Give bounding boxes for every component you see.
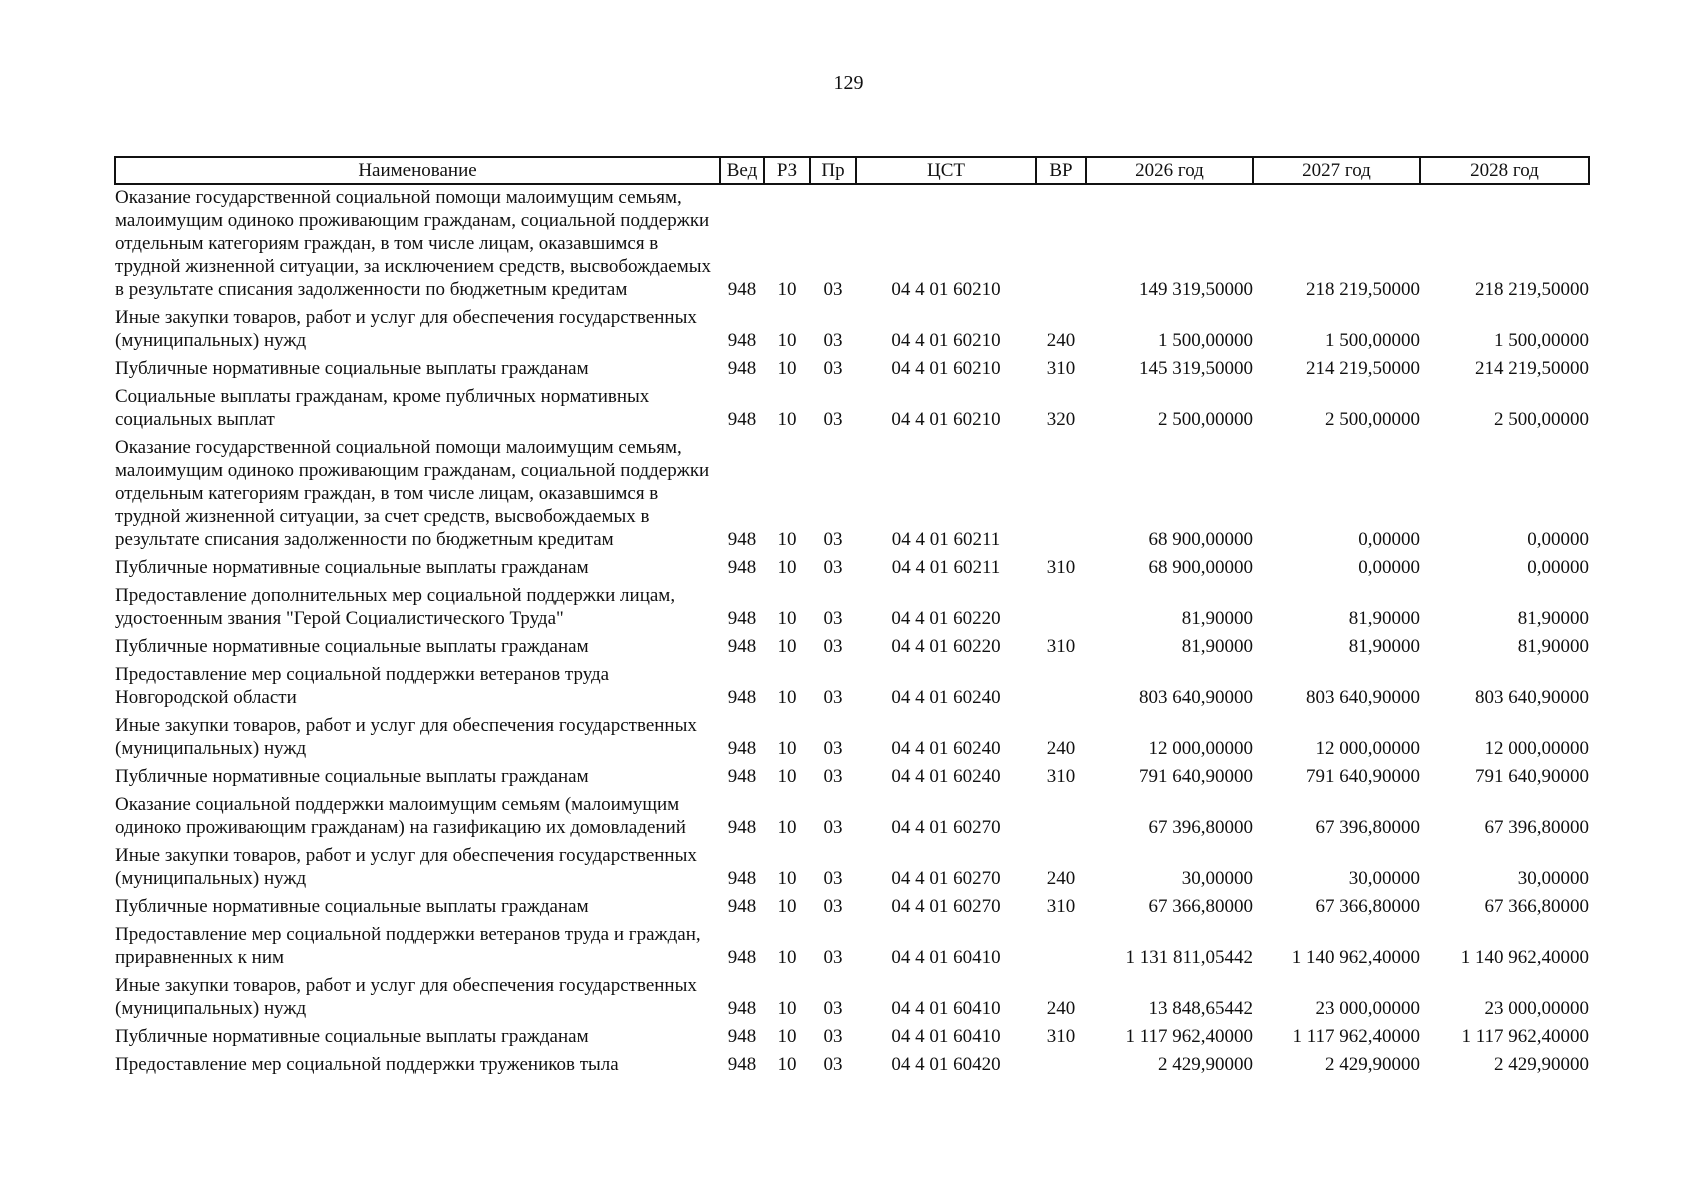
row-amount-2027: 1 500,00000	[1325, 330, 1420, 351]
row-rz: 10	[777, 868, 797, 889]
table-row	[115, 305, 1589, 356]
row-pr: 03	[823, 557, 843, 578]
row-name: Иные закупки товаров, работ и услуг для обеспечения государственных (муниципальных) нужд	[115, 307, 697, 351]
row-rz: 10	[777, 1026, 797, 1047]
row-ved: 948	[727, 358, 757, 379]
row-ved: 948	[727, 529, 757, 550]
row-rz: 10	[777, 1054, 797, 1075]
row-amount-2026: 2 500,00000	[1158, 409, 1253, 430]
row-rz: 10	[777, 817, 797, 838]
row-amount-2027: 218 219,50000	[1306, 279, 1420, 300]
row-ved: 948	[727, 636, 757, 657]
row-ved: 948	[727, 1026, 757, 1047]
row-cst: 04 4 01 60270	[891, 817, 1001, 838]
header-pr: Пр	[810, 157, 856, 184]
table-row	[115, 435, 1589, 555]
row-rz: 10	[777, 608, 797, 629]
row-cst: 04 4 01 60410	[891, 998, 1001, 1019]
row-ved: 948	[727, 279, 757, 300]
row-amount-2026: 68 900,00000	[1148, 557, 1253, 578]
table-row	[115, 384, 1589, 435]
row-cst: 04 4 01 60270	[891, 896, 1001, 917]
row-cst: 04 4 01 60220	[891, 608, 1001, 629]
table-row	[115, 894, 1589, 922]
row-ved: 948	[727, 1054, 757, 1075]
table-row	[115, 843, 1589, 894]
row-vr: 310	[1046, 1026, 1076, 1047]
row-name: Социальные выплаты гражданам, кроме публичных нормативных социальных выплат	[115, 386, 650, 430]
row-amount-2027: 30,00000	[1348, 868, 1420, 889]
row-name: Публичные нормативные социальные выплаты гражданам	[115, 896, 589, 917]
row-rz: 10	[777, 557, 797, 578]
table-row	[115, 764, 1589, 792]
table-row	[115, 973, 1589, 1024]
row-cst: 04 4 01 60420	[891, 1054, 1001, 1075]
row-amount-2026: 149 319,50000	[1139, 279, 1253, 300]
row-vr: 240	[1046, 738, 1076, 759]
row-pr: 03	[823, 409, 843, 430]
row-amount-2027: 67 366,80000	[1315, 896, 1420, 917]
row-name: Иные закупки товаров, работ и услуг для обеспечения государственных (муниципальных) нужд	[115, 975, 697, 1019]
row-amount-2028: 214 219,50000	[1475, 358, 1589, 379]
row-name: Оказание социальной поддержки малоимущим семьям (малоимущим одиноко проживающим гражданам) на газификацию их домовладений	[115, 794, 686, 838]
row-cst: 04 4 01 60240	[891, 738, 1001, 759]
row-pr: 03	[823, 947, 843, 968]
row-cst: 04 4 01 60210	[891, 279, 1001, 300]
row-vr: 240	[1046, 868, 1076, 889]
row-amount-2028: 23 000,00000	[1484, 998, 1589, 1019]
table-row	[115, 634, 1589, 662]
row-pr: 03	[823, 636, 843, 657]
row-ved: 948	[727, 330, 757, 351]
row-pr: 03	[823, 738, 843, 759]
row-name: Иные закупки товаров, работ и услуг для обеспечения государственных (муниципальных) нужд	[115, 715, 697, 759]
row-amount-2027: 0,00000	[1358, 557, 1420, 578]
row-pr: 03	[823, 868, 843, 889]
row-amount-2028: 67 366,80000	[1484, 896, 1589, 917]
row-cst: 04 4 01 60240	[891, 687, 1001, 708]
row-amount-2028: 12 000,00000	[1484, 738, 1589, 759]
row-cst: 04 4 01 60210	[891, 330, 1001, 351]
row-name: Публичные нормативные социальные выплаты гражданам	[115, 358, 589, 379]
row-vr	[1036, 184, 1086, 305]
row-vr: 310	[1046, 557, 1076, 578]
row-vr	[1036, 922, 1086, 973]
row-cst: 04 4 01 60211	[891, 557, 1001, 578]
row-rz: 10	[777, 636, 797, 657]
row-cst: 04 4 01 60240	[891, 766, 1001, 787]
table-row	[115, 792, 1589, 843]
row-amount-2026: 68 900,00000	[1148, 529, 1253, 550]
row-name: Публичные нормативные социальные выплаты гражданам	[115, 636, 589, 657]
row-amount-2026: 791 640,90000	[1139, 766, 1253, 787]
row-rz: 10	[777, 529, 797, 550]
row-rz: 10	[777, 766, 797, 787]
row-pr: 03	[823, 687, 843, 708]
row-amount-2026: 1 131 811,05442	[1125, 947, 1253, 968]
row-amount-2028: 2 429,90000	[1494, 1054, 1589, 1075]
row-amount-2026: 1 500,00000	[1158, 330, 1253, 351]
row-amount-2026: 67 396,80000	[1148, 817, 1253, 838]
row-amount-2026: 1 117 962,40000	[1125, 1026, 1253, 1047]
table-row	[115, 1024, 1589, 1052]
row-amount-2026: 2 429,90000	[1158, 1054, 1253, 1075]
row-pr: 03	[823, 998, 843, 1019]
row-vr: 240	[1046, 330, 1076, 351]
row-pr: 03	[823, 279, 843, 300]
table-row	[115, 555, 1589, 583]
header-2027: 2027 год	[1253, 157, 1420, 184]
row-vr	[1036, 583, 1086, 634]
header-vr: ВР	[1036, 157, 1086, 184]
row-amount-2026: 81,90000	[1181, 636, 1253, 657]
row-pr: 03	[823, 1054, 843, 1075]
header-ved: Вед	[720, 157, 764, 184]
row-pr: 03	[823, 330, 843, 351]
row-vr	[1036, 435, 1086, 555]
row-amount-2027: 23 000,00000	[1315, 998, 1420, 1019]
row-name: Предоставление дополнительных мер социальной поддержки лицам, удостоенным звания "Герой Социалистического Труда"	[115, 585, 676, 629]
row-vr	[1036, 792, 1086, 843]
header-rz: РЗ	[764, 157, 810, 184]
row-rz: 10	[777, 738, 797, 759]
table-body	[115, 184, 1589, 1080]
row-rz: 10	[777, 998, 797, 1019]
row-name: Оказание государственной социальной помощи малоимущим семьям, малоимущим одиноко проживающим гражданам, социальной поддержки отдельным категориям граждан, в том числе лицам, оказавшимся в трудной жизненной ситуации, за счет средств, высвобождаемых в результате списания задолженности по бюджетным кредитам	[115, 437, 710, 550]
row-rz: 10	[777, 896, 797, 917]
row-amount-2028: 81,90000	[1517, 608, 1589, 629]
row-rz: 10	[777, 687, 797, 708]
row-ved: 948	[727, 608, 757, 629]
row-name: Публичные нормативные социальные выплаты гражданам	[115, 1026, 589, 1047]
row-vr: 320	[1046, 409, 1076, 430]
row-amount-2028: 218 219,50000	[1475, 279, 1589, 300]
row-amount-2028: 0,00000	[1527, 557, 1589, 578]
table-row	[115, 662, 1589, 713]
row-vr: 310	[1046, 636, 1076, 657]
row-pr: 03	[823, 358, 843, 379]
row-name: Иные закупки товаров, работ и услуг для обеспечения государственных (муниципальных) нужд	[115, 845, 697, 889]
row-amount-2027: 214 219,50000	[1306, 358, 1420, 379]
row-name: Предоставление мер социальной поддержки ветеранов труда Новгородской области	[115, 664, 610, 708]
row-pr: 03	[823, 529, 843, 550]
row-amount-2028: 791 640,90000	[1475, 766, 1589, 787]
table-row	[115, 356, 1589, 384]
row-rz: 10	[777, 330, 797, 351]
row-pr: 03	[823, 766, 843, 787]
row-amount-2026: 803 640,90000	[1139, 687, 1253, 708]
row-ved: 948	[727, 998, 757, 1019]
row-ved: 948	[727, 766, 757, 787]
row-vr: 310	[1046, 358, 1076, 379]
row-amount-2026: 81,90000	[1181, 608, 1253, 629]
row-amount-2028: 30,00000	[1517, 868, 1589, 889]
row-vr: 310	[1046, 766, 1076, 787]
header-cst: ЦСТ	[856, 157, 1036, 184]
row-ved: 948	[727, 868, 757, 889]
row-name: Предоставление мер социальной поддержки ветеранов труда и граждан, приравненных к ним	[115, 924, 701, 968]
row-amount-2027: 81,90000	[1348, 608, 1420, 629]
table-row	[115, 713, 1589, 764]
row-rz: 10	[777, 409, 797, 430]
row-amount-2027: 791 640,90000	[1306, 766, 1420, 787]
row-pr: 03	[823, 896, 843, 917]
row-amount-2028: 803 640,90000	[1475, 687, 1589, 708]
row-amount-2026: 145 319,50000	[1139, 358, 1253, 379]
row-amount-2026: 67 366,80000	[1148, 896, 1253, 917]
row-amount-2027: 2 500,00000	[1325, 409, 1420, 430]
row-name: Публичные нормативные социальные выплаты гражданам	[115, 557, 589, 578]
row-name: Оказание государственной социальной помощи малоимущим семьям, малоимущим одиноко проживающим гражданам, социальной поддержки отдельным категориям граждан, в том числе лицам, оказавшимся в трудной жизненной ситуации, за исключением средств, высвобождаемых в результате списания задолженности по бюджетным кредитам	[115, 187, 711, 300]
row-amount-2028: 1 140 962,40000	[1460, 947, 1589, 968]
row-amount-2028: 67 396,80000	[1484, 817, 1589, 838]
row-amount-2027: 0,00000	[1358, 529, 1420, 550]
row-amount-2027: 1 117 962,40000	[1292, 1026, 1420, 1047]
row-amount-2028: 1 117 962,40000	[1461, 1026, 1589, 1047]
table-header-row	[115, 157, 1589, 184]
row-cst: 04 4 01 60270	[891, 868, 1001, 889]
row-amount-2027: 67 396,80000	[1315, 817, 1420, 838]
row-name: Предоставление мер социальной поддержки тружеников тыла	[115, 1054, 619, 1075]
row-pr: 03	[823, 817, 843, 838]
table-row	[115, 583, 1589, 634]
row-amount-2027: 2 429,90000	[1325, 1054, 1420, 1075]
row-vr	[1036, 1052, 1086, 1080]
row-amount-2027: 81,90000	[1348, 636, 1420, 657]
row-ved: 948	[727, 409, 757, 430]
row-amount-2028: 1 500,00000	[1494, 330, 1589, 351]
row-ved: 948	[727, 896, 757, 917]
row-ved: 948	[727, 738, 757, 759]
row-pr: 03	[823, 1026, 843, 1047]
row-cst: 04 4 01 60211	[891, 529, 1001, 550]
row-amount-2027: 1 140 962,40000	[1291, 947, 1420, 968]
row-vr	[1036, 662, 1086, 713]
row-amount-2028: 81,90000	[1517, 636, 1589, 657]
row-ved: 948	[727, 817, 757, 838]
row-cst: 04 4 01 60210	[891, 358, 1001, 379]
row-name: Публичные нормативные социальные выплаты гражданам	[115, 766, 589, 787]
row-amount-2028: 2 500,00000	[1494, 409, 1589, 430]
row-rz: 10	[777, 358, 797, 379]
row-rz: 10	[777, 279, 797, 300]
row-amount-2027: 12 000,00000	[1315, 738, 1420, 759]
header-2028: 2028 год	[1420, 157, 1589, 184]
row-amount-2027: 803 640,90000	[1306, 687, 1420, 708]
row-ved: 948	[727, 947, 757, 968]
row-amount-2026: 12 000,00000	[1148, 738, 1253, 759]
budget-table	[114, 156, 1590, 1080]
row-amount-2026: 30,00000	[1181, 868, 1253, 889]
header-name: Наименование	[115, 157, 720, 184]
table-row	[115, 922, 1589, 973]
row-vr: 310	[1046, 896, 1076, 917]
header-2026: 2026 год	[1086, 157, 1253, 184]
row-vr: 240	[1046, 998, 1076, 1019]
table-row	[115, 1052, 1589, 1080]
row-amount-2028: 0,00000	[1527, 529, 1589, 550]
page-number: 129	[833, 72, 864, 94]
row-amount-2026: 13 848,65442	[1148, 998, 1253, 1019]
row-cst: 04 4 01 60220	[891, 636, 1001, 657]
row-ved: 948	[727, 557, 757, 578]
row-cst: 04 4 01 60410	[891, 1026, 1001, 1047]
row-rz: 10	[777, 947, 797, 968]
row-cst: 04 4 01 60210	[891, 409, 1001, 430]
row-cst: 04 4 01 60410	[891, 947, 1001, 968]
row-ved: 948	[727, 687, 757, 708]
table-row	[115, 184, 1589, 305]
row-pr: 03	[823, 608, 843, 629]
